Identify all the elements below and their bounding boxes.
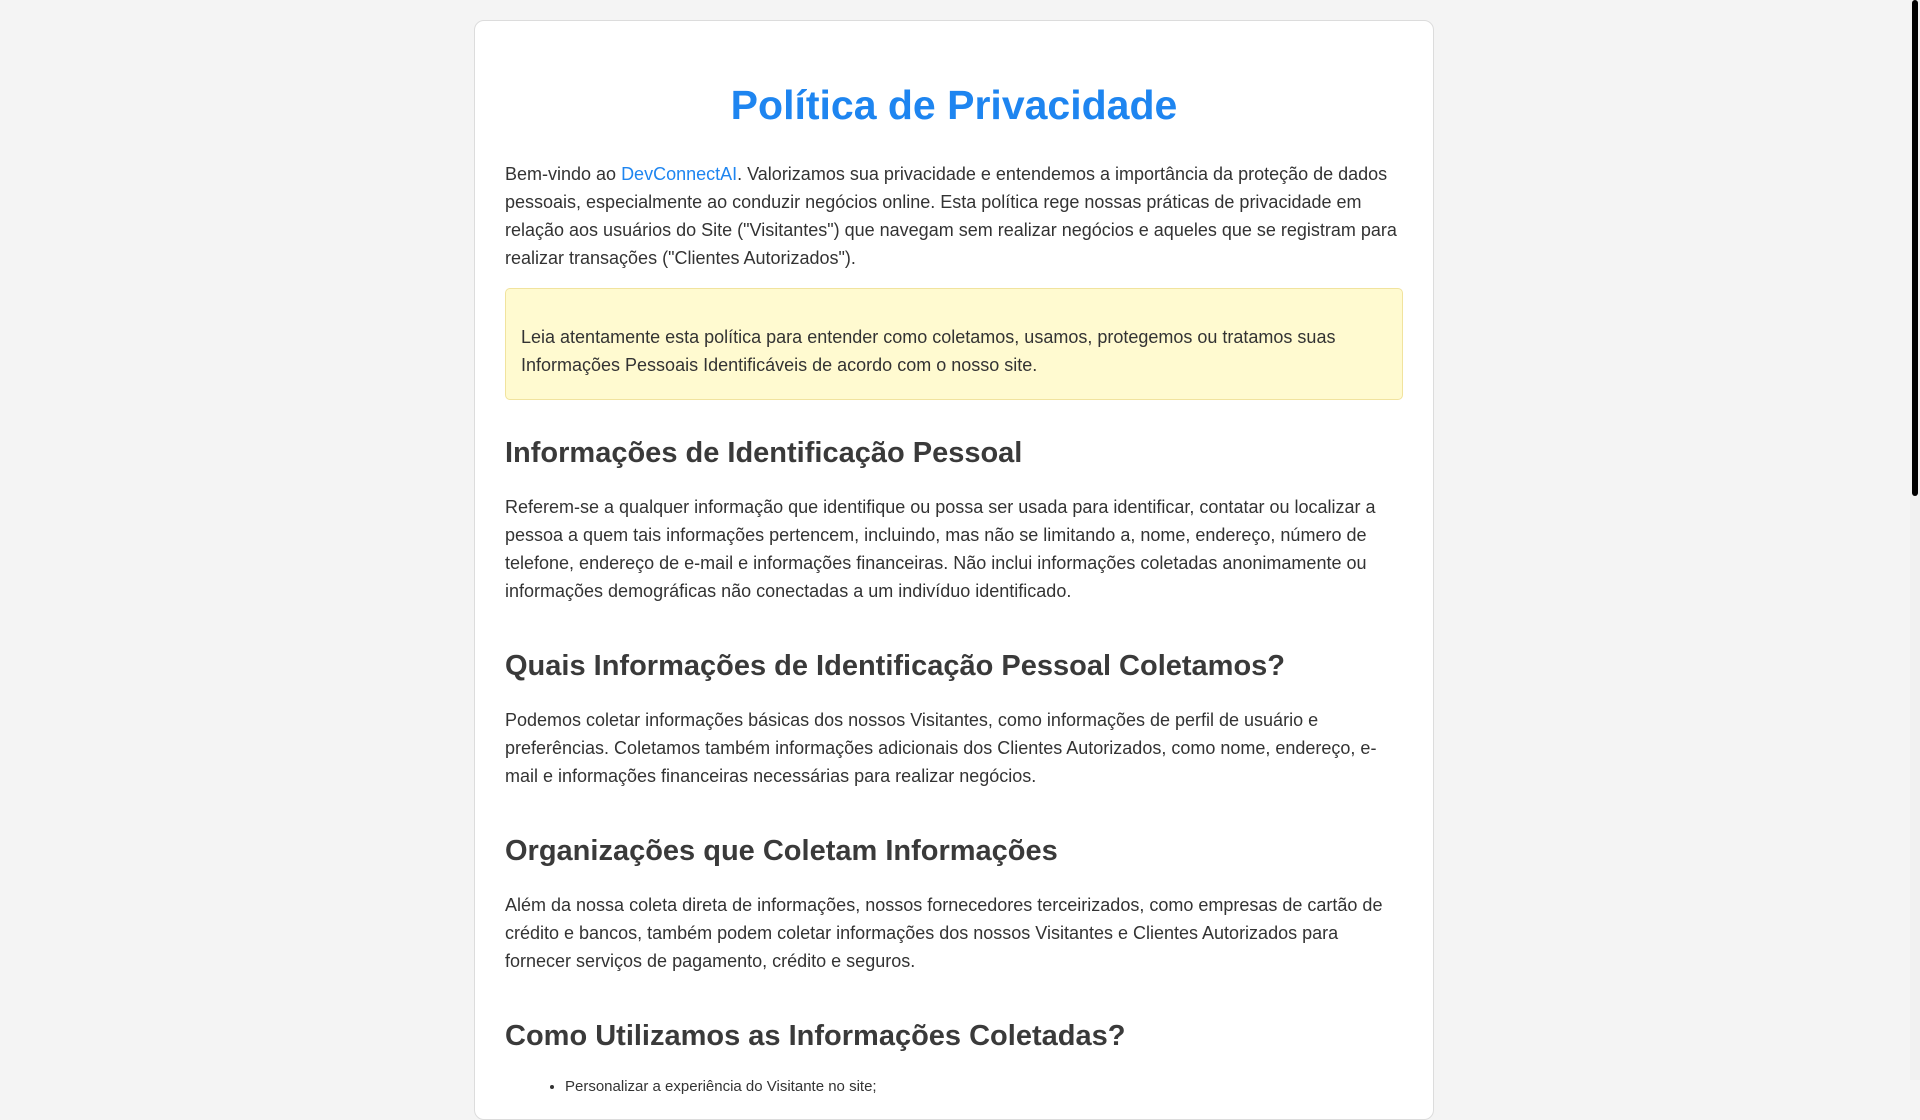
usage-list — [505, 1075, 1403, 1099]
privacy-policy-card — [474, 20, 1434, 1120]
brand-link[interactable]: DevConnectAI — [621, 164, 738, 185]
scrollbar-thumb[interactable] — [1912, 0, 1918, 496]
intro-prefix: Bem-vindo ao — [505, 164, 622, 185]
section-collected-information — [505, 649, 1403, 790]
section-usage — [505, 1019, 1403, 1100]
section-personal-identification — [505, 436, 1403, 605]
intro-paragraph — [505, 160, 1403, 272]
intro-suffix: . Valorizamos sua privacidade e entendemos a importância da proteção de dados pessoais, especialmente ao conduzir negócios online. Esta política rege nossas práticas de privacidade em relação aos usuários do Site ("Visitantes") que navegam sem realizar negócios e aqueles que se registram para realizar transações ("Clientes Autorizados"). — [505, 164, 1397, 269]
list-item: • Personalizar a experiência do Visitante no site; — [565, 1075, 1403, 1099]
section-body: Podemos coletar informações básicas dos nossos Visitantes, como informações de perfil de usuário e preferências. Coletamos também informações adicionais dos Clientes Autorizados, como nome, endereço, e-mail e informações financeiras necessárias para realizar negócios. — [505, 709, 1377, 786]
section-heading: Informações de Identificação Pessoal — [505, 437, 1023, 470]
section-heading: Organizações que Coletam Informações — [505, 834, 1058, 867]
notice-text: Leia atentamente esta política para entender como coletamos, usamos, protegemos ou tratamos suas Informações Pessoais Identificáveis de acordo com o nosso site. — [521, 327, 1336, 376]
section-body: Referem-se a qualquer informação que identifique ou possa ser usada para identificar, contatar ou localizar a pessoa a quem tais informações pertencem, incluindo, mas não se limitando a, nome, endereço, número de telefone, endereço de e-mail e informações financeiras. Não inclui informações coletadas anonimamente ou informações demográficas não conectadas a um indivíduo identificado. — [505, 496, 1376, 601]
section-heading: Como Utilizamos as Informações Coletadas? — [505, 1019, 1126, 1052]
notice-box — [505, 288, 1403, 400]
section-collecting-organizations — [505, 834, 1403, 975]
section-body: Além da nossa coleta direta de informações, nossos fornecedores terceirizados, como empresas de cartão de crédito e bancos, também podem coletar informações dos nossos Visitantes e Clientes Autorizados para fornecer serviços de pagamento, crédito e seguros. — [505, 894, 1383, 971]
section-heading: Quais Informações de Identificação Pessoal Coletamos? — [505, 649, 1286, 682]
page-title: Política de Privacidade — [730, 82, 1178, 128]
vertical-scrollbar[interactable] — [1910, 0, 1920, 1080]
